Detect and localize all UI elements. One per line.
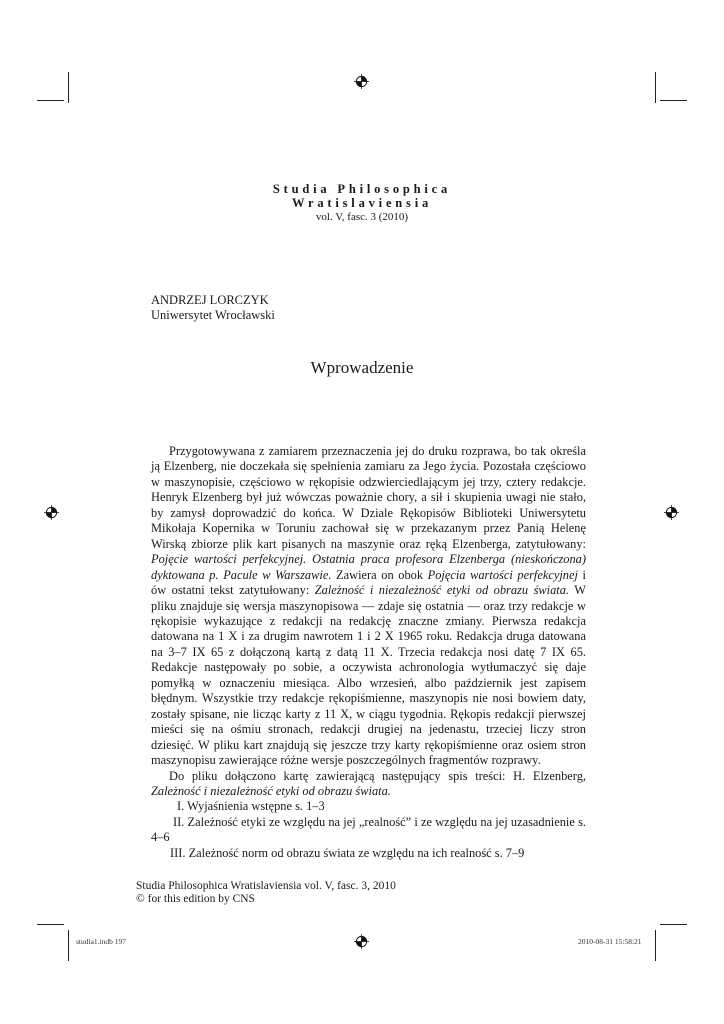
article-title: Wprowadzenie	[310, 358, 414, 377]
crop-mark	[655, 72, 656, 103]
toc-item: III. Zależność norm od obrazu świata ze względu na ich realność s. 7–9	[170, 845, 525, 860]
registration-mark-icon	[664, 505, 679, 520]
crop-mark	[660, 924, 687, 925]
footer-citation: Studia Philosophica Wratislaviensia vol. V, fasc. 3, 2010	[136, 880, 396, 892]
article-body	[151, 444, 586, 861]
crop-mark	[37, 100, 64, 101]
slug-filename: studia1.indb 197	[76, 937, 126, 946]
paragraph: Przygotowywana z zamiarem przeznaczenia jej do druku rozprawa, bo tak określa ją Elzenberg, nie doczekała się spełnienia zamiaru za Jego życia. Pozostała częściowo w maszynopisie, częściowo w rękopisie odzwierciedlającym jej trzy, cztery redakcje. Henryk Elzenberg był już wówczas poważnie chory, a sił i skupienia uwagi nie stało, by zamysł doprowadzić do końca. W Dziale Rękopisów Biblioteki Uniwersytetu Mikołaja Kopernika w Toruniu zachował się w przekazanym przez Panią Helenę Wirską zbiorze plik kart pisanych na maszynie oraz ręką Elzenberga, zatytułowany: Pojęcie wartości perfekcyjnej. Ostatnia praca profesora Elzenberga (nieskończona) dyktowana p. Pacule w Warszawie. Zawiera on obok Pojęcia wartości perfekcyjnej i ów ostatni tekst zatytułowany: Zależność i niezależność etyki od obrazu świata. W pliku znajduje się wersja maszynopisowa — zdaje się ostatnia — oraz trzy redakcje w rękopisie wykazujące z redakcji na redakcję znaczne zmiany. Pierwsza redakcja datowana na 1 X i za drugim nawrotem 1 i 2 X 1965 roku. Redakcja druga datowana na 3–7 IX 65 z dołączoną kartą z datą 11 X. Trzecia redakcja nosi datę 7 IX 65. Redakcje następowały po sobie, a oczywista achronologia wytłumaczyć się daje pomyłką w oznaczeniu miesiąca. Albo wrzesień, albo październik jest zapisem błędnym. Wszystkie trzy redakcje rękopiśmienne, maszynopis nie nosi bowiem daty, zostały spisane, nie licząc karty z 11 X, w ciągu tygodnia. Rękopis redakcji pierwszej mieści się na ośmiu stronach, redakcji drugiej na jedenastu, trzeciej liczy stron dziesięć. W pliku kart znajdują się jeszcze trzy karty rękopiśmienne oraz osiem stron maszynopisu zawierające różne wersje poszczególnych fragmentów rozprawy.	[151, 444, 586, 768]
registration-mark-icon	[44, 505, 59, 520]
author-affiliation: Uniwersytet Wrocławski	[151, 308, 275, 322]
volume-info: vol. V, fasc. 3 (2010)	[315, 211, 409, 223]
footer-copyright: © for this edition by CNS	[136, 893, 255, 905]
crop-mark	[655, 930, 656, 961]
journal-title-line2: Wratislaviensia	[291, 196, 433, 210]
crop-mark	[37, 924, 64, 925]
crop-mark	[660, 100, 687, 101]
slug-timestamp: 2010-08-31 15:58:21	[578, 937, 642, 946]
journal-title-line1: Studia Philosophica	[272, 182, 452, 196]
crop-mark	[68, 930, 69, 961]
paragraph: Do pliku dołączono kartę zawierającą następujący spis treści: H. Elzenberg, Zależność i niezależność etyki od obrazu świata.	[151, 768, 586, 798]
author-name: ANDRZEJ LORCZYK	[151, 293, 269, 307]
copyright-footer	[136, 880, 396, 906]
registration-mark-icon	[354, 74, 369, 89]
registration-mark-icon	[354, 934, 369, 949]
crop-mark	[68, 72, 69, 103]
toc-item: I. Wyjaśnienia wstępne s. 1–3	[177, 799, 325, 814]
toc-item: II. Zależność etyki ze względu na jej „realność” i ze względu na jej uzasadnienie s. 4–6	[151, 814, 586, 845]
